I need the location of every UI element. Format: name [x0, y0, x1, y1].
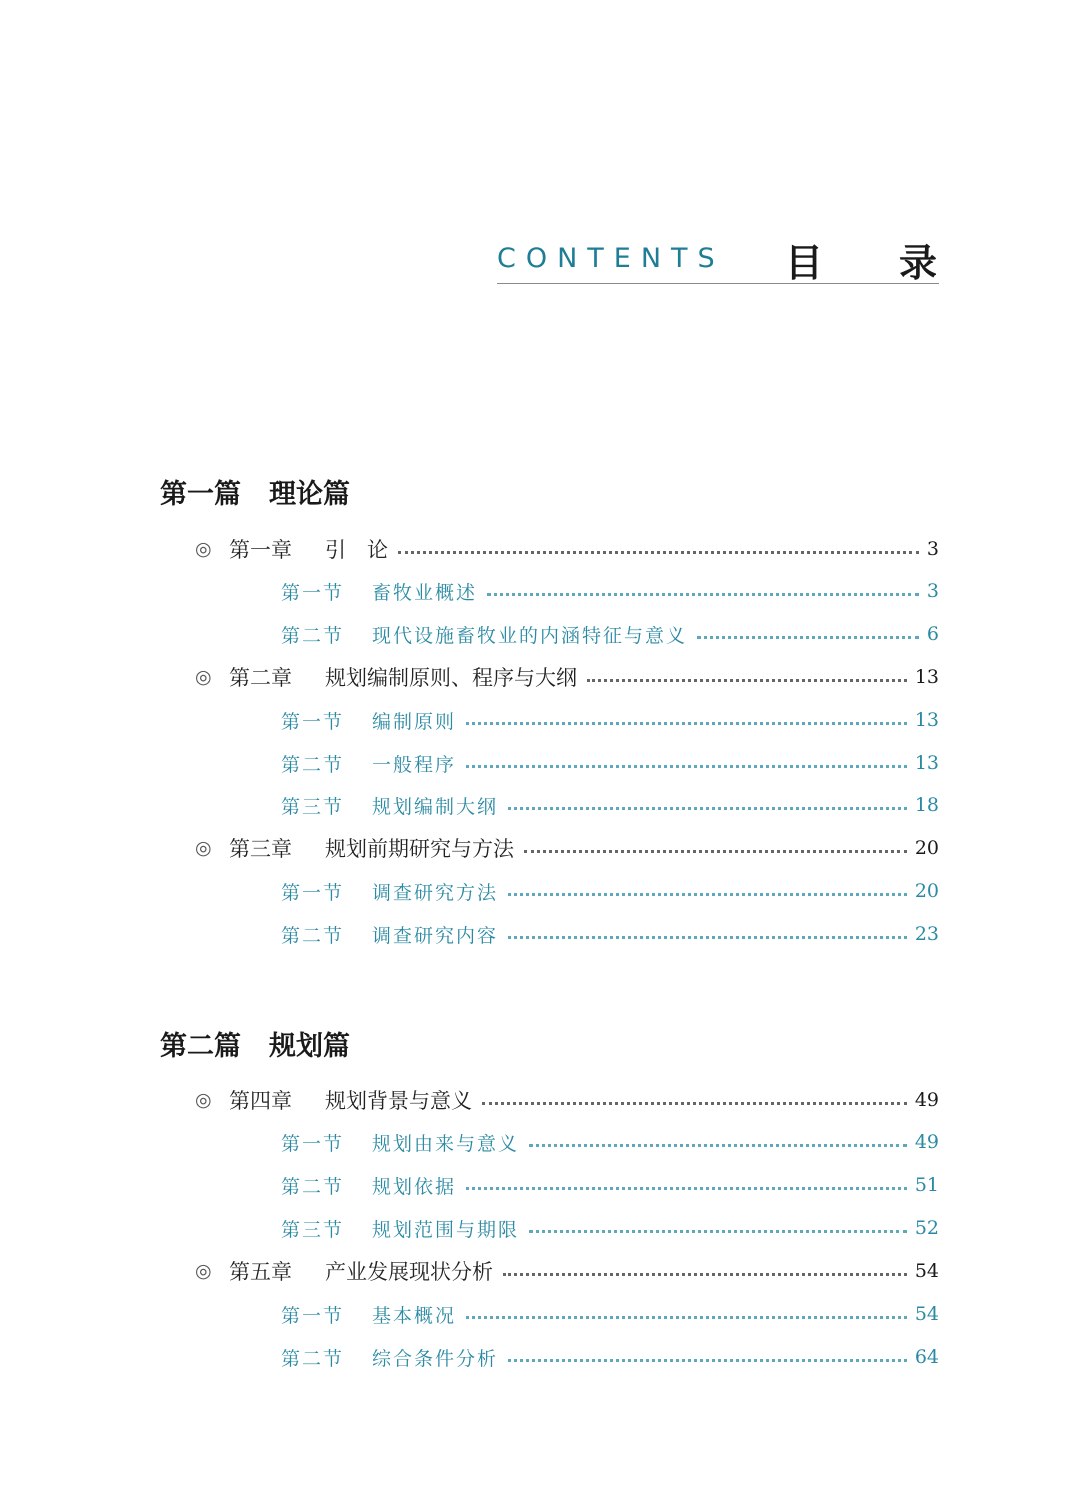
dot-leader	[508, 1359, 907, 1362]
chapter-title: 规划前期研究与方法	[325, 837, 514, 861]
part-number: 第一篇	[160, 479, 241, 510]
page-number: 3	[926, 538, 939, 560]
page-number: 64	[914, 1346, 939, 1368]
chapter-bullet-icon: ◎	[195, 1089, 212, 1111]
chapter-number: 第五章	[229, 1260, 292, 1284]
section-title: 规划范围与期限	[372, 1218, 520, 1241]
page-number: 20	[914, 880, 939, 902]
contents-header	[497, 230, 939, 284]
chapter-title: 产业发展现状分析	[325, 1260, 493, 1284]
dot-leader	[587, 679, 907, 682]
page-number: 52	[914, 1217, 939, 1239]
part-number: 第二篇	[160, 1031, 241, 1062]
dot-leader	[466, 1187, 907, 1190]
dot-leader	[466, 765, 907, 768]
chapter-bullet-icon: ◎	[195, 837, 212, 859]
toc-chapter-entry[interactable]	[195, 1256, 939, 1286]
section-title: 编制原则	[372, 710, 457, 733]
contents-title-cn-2: 录	[898, 241, 937, 285]
section-number: 第一节	[281, 1304, 345, 1327]
section-number: 第二节	[281, 924, 345, 947]
dot-leader	[508, 807, 907, 810]
chapter-bullet-icon: ◎	[195, 538, 212, 560]
section-number: 第一节	[281, 710, 345, 733]
page-number: 49	[914, 1131, 939, 1153]
toc-section-entry[interactable]	[281, 576, 939, 606]
page-number: 6	[926, 623, 939, 645]
section-number: 第二节	[281, 624, 345, 647]
section-number: 第二节	[281, 753, 345, 776]
section-number: 第二节	[281, 1175, 345, 1198]
toc-section-entry[interactable]	[281, 876, 939, 906]
part-name: 规划篇	[269, 1031, 350, 1062]
page-number: 13	[914, 752, 939, 774]
toc-section-entry[interactable]	[281, 790, 939, 820]
section-title: 规划依据	[372, 1175, 457, 1198]
dot-leader	[398, 551, 919, 554]
chapter-title: 引 论	[325, 538, 388, 562]
section-number: 第三节	[281, 795, 345, 818]
section-number: 第一节	[281, 881, 345, 904]
dot-leader	[482, 1102, 907, 1105]
section-title: 畜牧业概述	[372, 581, 478, 604]
part-title	[160, 1024, 350, 1063]
toc-section-entry[interactable]	[281, 748, 939, 778]
chapter-number: 第三章	[229, 837, 292, 861]
chapter-bullet-icon: ◎	[195, 1260, 212, 1282]
section-number: 第一节	[281, 1132, 345, 1155]
page-number: 51	[914, 1174, 939, 1196]
section-number: 第三节	[281, 1218, 345, 1241]
toc-chapter-entry[interactable]	[195, 1085, 939, 1115]
chapter-number: 第二章	[229, 666, 292, 690]
toc-chapter-entry[interactable]	[195, 662, 939, 692]
section-title: 规划由来与意义	[372, 1132, 520, 1155]
dot-leader	[697, 636, 919, 639]
page-number: 54	[914, 1303, 939, 1325]
toc-section-entry[interactable]	[281, 1342, 939, 1372]
dot-leader	[529, 1230, 907, 1233]
dot-leader	[466, 1316, 907, 1319]
page-number: 13	[914, 666, 939, 688]
toc-section-entry[interactable]	[281, 619, 939, 649]
toc-section-entry[interactable]	[281, 705, 939, 735]
section-title: 调查研究方法	[372, 881, 499, 904]
toc-chapter-entry[interactable]	[195, 833, 939, 863]
toc-section-entry[interactable]	[281, 1170, 939, 1200]
toc-section-entry[interactable]	[281, 1299, 939, 1329]
part-title	[160, 472, 350, 511]
toc-section-entry[interactable]	[281, 1127, 939, 1157]
section-number: 第二节	[281, 1347, 345, 1370]
chapter-number: 第四章	[229, 1089, 292, 1113]
contents-title-cn-1: 目	[785, 241, 824, 285]
toc-chapter-entry[interactable]	[195, 534, 939, 564]
toc-section-entry[interactable]	[281, 1213, 939, 1243]
page-number: 18	[914, 794, 939, 816]
section-title: 现代设施畜牧业的内涵特征与意义	[372, 624, 688, 647]
page-number: 13	[914, 709, 939, 731]
section-title: 一般程序	[372, 753, 457, 776]
section-number: 第一节	[281, 581, 345, 604]
dot-leader	[508, 893, 907, 896]
dot-leader	[466, 722, 907, 725]
contents-title-en: CONTENTS	[497, 243, 725, 274]
dot-leader	[503, 1273, 907, 1276]
chapter-title: 规划编制原则、程序与大纲	[325, 666, 577, 690]
section-title: 调查研究内容	[372, 924, 499, 947]
section-title: 基本概况	[372, 1304, 457, 1327]
chapter-bullet-icon: ◎	[195, 666, 212, 688]
page-number: 3	[926, 580, 939, 602]
section-title: 规划编制大纲	[372, 795, 499, 818]
dot-leader	[529, 1144, 907, 1147]
page-number: 54	[914, 1260, 939, 1282]
chapter-number: 第一章	[229, 538, 292, 562]
dot-leader	[508, 936, 907, 939]
page-number: 23	[914, 923, 939, 945]
page-number: 49	[914, 1089, 939, 1111]
chapter-title: 规划背景与意义	[325, 1089, 472, 1113]
section-title: 综合条件分析	[372, 1347, 499, 1370]
part-name: 理论篇	[269, 479, 350, 510]
page-number: 20	[914, 837, 939, 859]
toc-section-entry[interactable]	[281, 919, 939, 949]
dot-leader	[524, 850, 907, 853]
dot-leader	[487, 593, 919, 596]
